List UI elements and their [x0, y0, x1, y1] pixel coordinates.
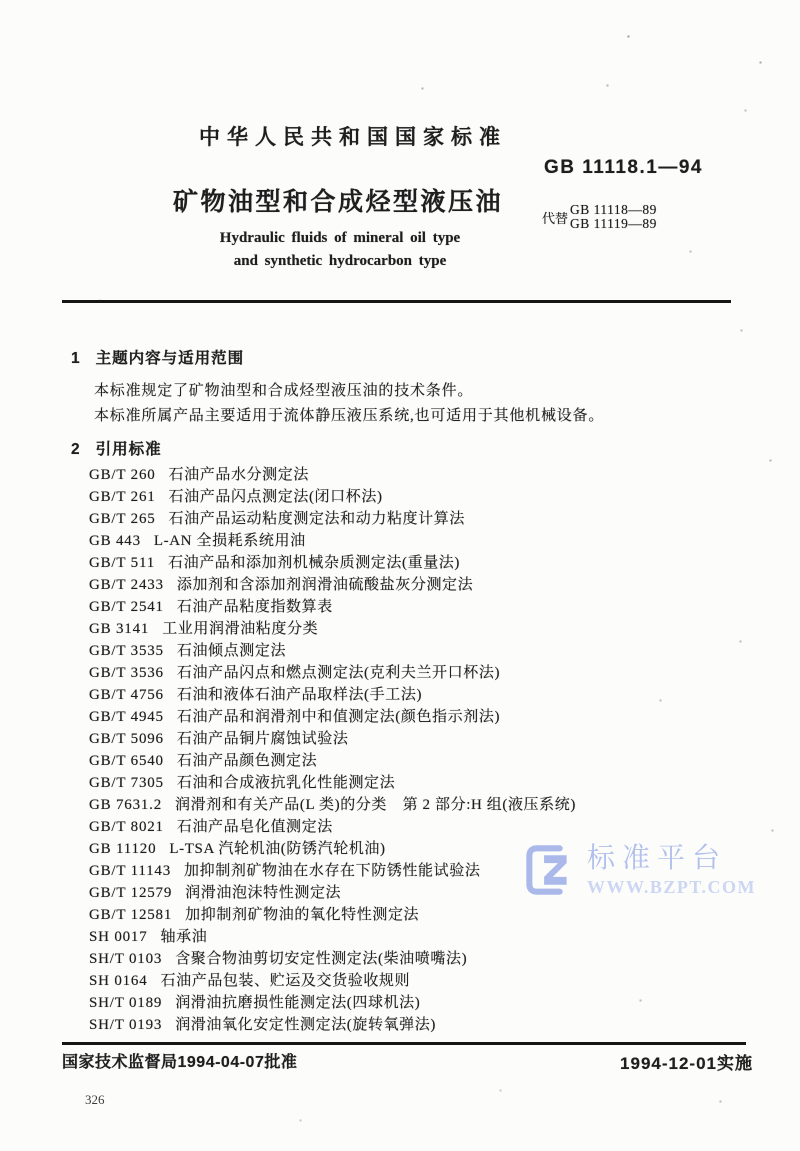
replaced-standard: GB 11119—89 — [570, 216, 657, 231]
reference-code: SH 0017 — [89, 929, 148, 945]
standard-code: GB 11118.1—94 — [544, 157, 703, 178]
reference-item — [89, 618, 576, 640]
reference-title: 润滑油抗磨损性能测定法(四球机法) — [175, 995, 421, 1011]
page-title: 矿物油型和合成烃型液压油 — [173, 188, 504, 216]
reference-code: GB/T 11143 — [89, 863, 172, 879]
scan-noise — [0, 0, 1, 1]
reference-title: 石油和液体石油产品取样法(手工法) — [176, 687, 423, 703]
reference-item — [89, 992, 576, 1014]
reference-code: SH 0164 — [89, 973, 148, 989]
reference-code: GB 3141 — [89, 621, 150, 637]
reference-title: 石油和合成液抗乳化性能测定法 — [176, 775, 396, 791]
reference-item — [89, 816, 576, 838]
reference-code: GB/T 265 — [89, 511, 156, 527]
reference-item — [89, 684, 576, 706]
reference-title: L-AN 全损耗系统用油 — [153, 533, 306, 549]
reference-title: 石油产品包装、贮运及交货验收规则 — [160, 973, 411, 989]
reference-code: SH/T 0103 — [89, 951, 163, 967]
reference-item — [89, 640, 576, 662]
reference-code: GB 11120 — [89, 841, 157, 857]
reference-code: GB/T 3535 — [89, 643, 164, 659]
reference-item — [89, 794, 576, 816]
implementation-note: 1994-12-01实施 — [620, 1054, 753, 1073]
reference-code: GB 7631.2 — [89, 797, 163, 813]
reference-title: 润滑油泡沫特性测定法 — [185, 885, 342, 901]
reference-title: L-TSA 汽轮机油(防锈汽轮机油) — [169, 841, 386, 857]
reference-title: 石油产品水分测定法 — [168, 467, 309, 483]
reference-item — [89, 1014, 576, 1036]
reference-item — [89, 948, 576, 970]
footer-divider — [62, 1042, 746, 1045]
reference-code: GB 443 — [89, 533, 141, 549]
reference-item — [89, 838, 576, 860]
reference-item — [89, 926, 576, 948]
paragraph: 本标准所属产品主要适用于流体静压液压系统,也可适用于其他机械设备。 — [94, 408, 605, 424]
reference-item — [89, 596, 576, 618]
section-title: 主题内容与适用范围 — [95, 350, 245, 367]
reference-code: GB/T 7305 — [89, 775, 164, 791]
reference-item — [89, 486, 576, 508]
reference-item — [89, 882, 576, 904]
reference-item — [89, 552, 576, 574]
reference-code: GB/T 2433 — [89, 577, 164, 593]
section-number: 1 — [71, 350, 81, 367]
reference-item — [89, 728, 576, 750]
reference-title: 润滑油氧化安定性测定法(旋转氧弹法) — [175, 1017, 436, 1033]
reference-title: 工业用润滑油粘度分类 — [162, 621, 319, 637]
references-list — [89, 464, 576, 1036]
reference-code: SH/T 0193 — [89, 1017, 163, 1033]
replaced-standard: GB 11118—89 — [570, 202, 657, 217]
reference-title: 石油产品闪点和燃点测定法(克利夫兰开口杯法) — [176, 665, 501, 681]
reference-item — [89, 706, 576, 728]
reference-item — [89, 904, 576, 926]
reference-title: 石油产品和润滑剂中和值测定法(颜色指示剂法) — [176, 709, 501, 725]
section-1-heading — [71, 346, 244, 368]
reference-item — [89, 508, 576, 530]
replaces-block — [542, 203, 657, 231]
reference-title: 含聚合物油剪切安定性测定法(柴油喷嘴法) — [175, 951, 468, 967]
reference-item — [89, 860, 576, 882]
reference-item — [89, 574, 576, 596]
watermark-name: 标准平台 — [587, 842, 728, 873]
reference-title: 加抑制剂矿物油的氧化特性测定法 — [185, 907, 420, 923]
reference-title: 添加剂和含添加剂润滑油硫酸盐灰分测定法 — [176, 577, 474, 593]
reference-code: GB/T 4945 — [89, 709, 164, 725]
reference-item — [89, 662, 576, 684]
reference-title: 石油产品皂化值测定法 — [176, 819, 333, 835]
national-standard-label: 中华人民共和国国家标准 — [199, 126, 507, 149]
reference-item — [89, 750, 576, 772]
reference-code: GB/T 5096 — [89, 731, 164, 747]
reference-code: GB/T 4756 — [89, 687, 164, 703]
section-number: 2 — [71, 441, 81, 458]
reference-title: 石油产品和添加剂机械杂质测定法(重量法) — [168, 555, 460, 571]
reference-code: GB/T 12579 — [89, 885, 173, 901]
header-divider — [62, 300, 731, 303]
section-2-heading — [71, 437, 162, 459]
title-english-line2: and synthetic hydrocarbon type — [233, 253, 447, 269]
reference-code: GB/T 260 — [89, 467, 156, 483]
reference-title: 润滑剂和有关产品(L 类)的分类 第 2 部分:H 组(液压系统) — [175, 797, 576, 813]
reference-item — [89, 772, 576, 794]
reference-title: 石油倾点测定法 — [176, 643, 287, 659]
reference-code: GB/T 3536 — [89, 665, 164, 681]
reference-title: 石油产品颜色测定法 — [176, 753, 318, 769]
reference-title: 石油产品闪点测定法(闭口杯法) — [168, 489, 383, 505]
watermark-url: WWW.BZPT.COM — [587, 877, 757, 897]
reference-item — [89, 464, 576, 486]
reference-title: 轴承油 — [160, 929, 208, 945]
reference-code: GB/T 6540 — [89, 753, 164, 769]
replaces-label: 代替 — [542, 210, 569, 226]
reference-title: 石油产品铜片腐蚀试验法 — [176, 731, 349, 747]
reference-code: GB/T 12581 — [89, 907, 173, 923]
paragraph: 本标准规定了矿物油型和合成烃型液压油的技术条件。 — [94, 383, 474, 399]
reference-title: 加抑制剂矿物油在水存在下防锈性能试验法 — [184, 863, 481, 879]
section-title: 引用标准 — [95, 441, 162, 458]
reference-title: 石油产品粘度指数算表 — [176, 599, 333, 615]
title-english — [173, 227, 507, 273]
reference-code: GB/T 2541 — [89, 599, 164, 615]
reference-item — [89, 970, 576, 992]
reference-title: 石油产品运动粘度测定法和动力粘度计算法 — [168, 511, 465, 527]
page-number: 326 — [85, 1092, 105, 1107]
reference-code: GB/T 8021 — [89, 819, 164, 835]
reference-item — [89, 530, 576, 552]
reference-code: GB/T 511 — [89, 555, 155, 571]
reference-code: GB/T 261 — [89, 489, 156, 505]
title-english-line1: Hydraulic fluids of mineral oil type — [219, 230, 461, 246]
approval-note: 国家技术监督局1994-04-07批准 — [62, 1054, 298, 1071]
reference-code: SH/T 0189 — [89, 995, 163, 1011]
